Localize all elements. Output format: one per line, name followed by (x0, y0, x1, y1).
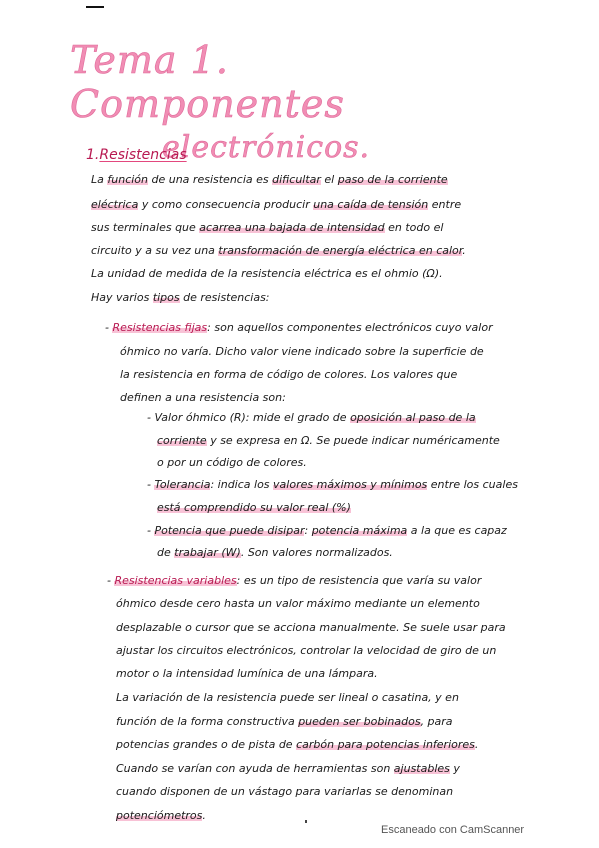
text-run: - Valor óhmico (R): mide el grado de (147, 411, 351, 424)
text-run: entre los cuales (427, 478, 518, 491)
text-run: o por un código de colores. (157, 456, 307, 469)
text-run: de (157, 546, 175, 559)
fixed-values-line (147, 519, 537, 543)
text-run: . (202, 809, 206, 822)
variable-line (116, 616, 526, 640)
highlighted-term: potencia máxima (311, 524, 408, 537)
paragraph1-line (91, 286, 521, 310)
highlighted-term: función (107, 173, 148, 186)
text-run: el (320, 173, 338, 186)
highlighted-term: pueden ser bobinados (298, 715, 421, 728)
text-run: ajustar los circuitos electrónicos, controlar la velocidad de giro de un (116, 644, 497, 657)
highlighted-term: corriente (157, 434, 207, 447)
text-run: desplazable o cursor que se acciona manualmente. Se suele usar para (116, 621, 506, 634)
variable-line (116, 592, 526, 616)
text-run: : es un tipo de resistencia que varía su valor (236, 574, 482, 587)
text-run: . Son valores normalizados. (240, 546, 393, 559)
paragraph1-line (91, 239, 521, 263)
title-line-1: Tema 1. Componentes (70, 38, 345, 126)
section-label: Resistencias (99, 147, 187, 163)
text-run: La unidad de medida de la resistencia eléctrica es el ohmio (Ω). (91, 267, 443, 280)
text-run: función de la forma constructiva (116, 715, 299, 728)
text-run: potencias grandes o de pista de (116, 738, 297, 751)
text-run: Hay varios (91, 291, 153, 304)
highlighted-term: Potencia que puede disipar (154, 524, 305, 537)
highlighted-term: oposición al paso de la (350, 411, 476, 424)
highlighted-term: dificultar (272, 173, 321, 186)
text-run: La variación de la resistencia puede ser lineal o casatina, y en (116, 691, 459, 704)
fixed-line (105, 316, 515, 340)
highlighted-term: está comprendido su valor real (%) (157, 501, 351, 514)
text-run: óhmico desde cero hasta un valor máximo mediante un elemento (116, 597, 480, 610)
text-run: y se expresa en Ω. Se puede indicar numéricamente (206, 434, 500, 447)
fixed-values-line (157, 451, 547, 475)
highlighted-term: valores máximos y mínimos (273, 478, 428, 491)
variable-line (116, 733, 526, 757)
text-run: motor o la intensidad lumínica de una lámpara. (116, 667, 378, 680)
fixed-values-line (157, 541, 547, 565)
variable-line (116, 780, 526, 804)
text-run: de una resistencia es (148, 173, 273, 186)
paragraph1-line (91, 168, 521, 192)
scanner-watermark: Escaneado con CamScanner (381, 824, 525, 836)
variable-line (116, 757, 526, 781)
highlighted-term: Tolerancia (154, 478, 211, 491)
text-run: - (147, 478, 155, 491)
highlighted-term: eléctrica (91, 198, 139, 211)
variable-line (116, 686, 526, 710)
text-run: Cuando se varían con ayuda de herramientas son (116, 762, 394, 775)
text-run: . (462, 244, 466, 257)
fixed-values-line (147, 473, 537, 497)
text-run: La (91, 173, 108, 186)
text-run: y (449, 762, 460, 775)
variable-line (116, 639, 526, 663)
top-pen-mark (86, 6, 104, 8)
text-run: óhmico no varía. Dicho valor viene indicado sobre la superficie de (120, 345, 484, 358)
text-run: de resistencias: (179, 291, 270, 304)
text-run: y como consecuencia producir (138, 198, 314, 211)
text-run: : (304, 524, 312, 537)
highlighted-term: trabajar (W) (174, 546, 241, 559)
section-heading (86, 147, 187, 163)
highlighted-heading: Resistencias fijas (112, 321, 208, 334)
text-run: - (147, 524, 155, 537)
paragraph1-line (91, 262, 521, 286)
title-line-2: electrónicos. (162, 130, 371, 165)
paragraph1-line (91, 193, 521, 217)
fixed-values-line (157, 496, 547, 520)
text-run: , para (420, 715, 453, 728)
text-run: : son aquellos componentes electrónicos cuyo valor (207, 321, 493, 334)
variable-line (116, 710, 526, 734)
highlighted-term: ajustables (393, 762, 450, 775)
scan-dot (305, 820, 307, 823)
highlighted-term: transformación de energía eléctrica en calor (218, 244, 463, 257)
fixed-line (120, 363, 530, 387)
text-run: la resistencia en forma de código de colores. Los valores que (120, 368, 458, 381)
highlighted-term: tipos (152, 291, 180, 304)
text-run: definen a una resistencia son: (120, 391, 286, 404)
text-run: - (107, 574, 115, 587)
text-run: en todo el (384, 221, 444, 234)
fixed-values-line (157, 429, 547, 453)
highlighted-term: una caída de tensión (313, 198, 429, 211)
variable-line (116, 662, 526, 686)
highlighted-term: acarrea una bajada de intensidad (199, 221, 385, 234)
highlighted-term: carbón para potencias inferiores (296, 738, 475, 751)
text-run: entre (428, 198, 462, 211)
text-run: : indica los (210, 478, 274, 491)
variable-line (107, 569, 517, 593)
highlighted-heading: Resistencias variables (114, 574, 237, 587)
text-run: . (474, 738, 479, 751)
section-number: 1. (86, 147, 100, 163)
text-run: circuito y a su vez una (91, 244, 219, 257)
fixed-values-line (147, 406, 537, 430)
text-run: sus terminales que (91, 221, 200, 234)
fixed-line (120, 340, 530, 364)
text-run: cuando disponen de un vástago para variarlas se denominan (116, 785, 454, 798)
paragraph1-line (91, 216, 521, 240)
highlighted-term: potenciómetros (116, 809, 203, 822)
text-run: - (105, 321, 113, 334)
text-run: a la que es capaz (407, 524, 507, 537)
highlighted-term: paso de la corriente (337, 173, 448, 186)
